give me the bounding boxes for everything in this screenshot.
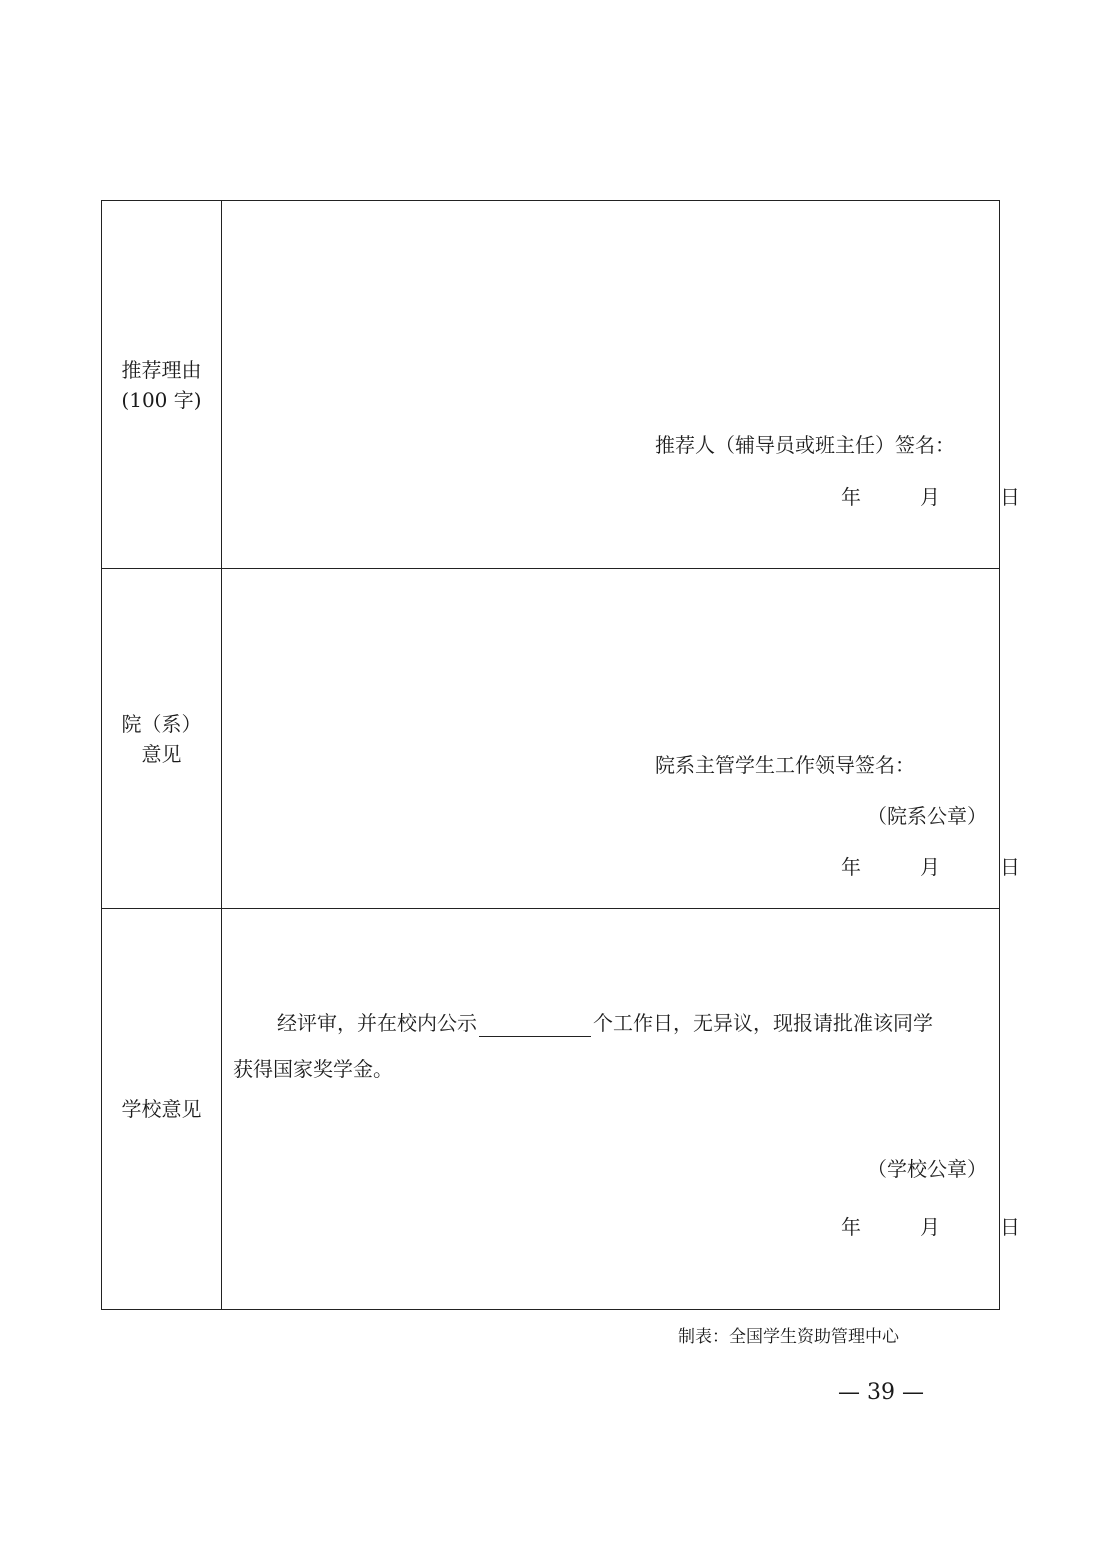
department-signature-label: 院系主管学生工作领导签名： bbox=[655, 753, 915, 777]
department-content-cell[interactable] bbox=[222, 569, 1020, 908]
publicity-days-blank[interactable] bbox=[479, 1014, 591, 1037]
department-opinion-label: 意见 bbox=[141, 741, 182, 766]
school-statement-line1 bbox=[277, 1009, 933, 1037]
department-date-month: 月 bbox=[920, 855, 940, 879]
school-date-year: 年 bbox=[841, 1215, 861, 1239]
recommendation-date-month: 月 bbox=[920, 485, 940, 509]
school-date-month: 月 bbox=[920, 1215, 940, 1239]
school-statement-line2: 获得国家奖学金。 bbox=[233, 1057, 393, 1081]
recommendation-row bbox=[102, 201, 1020, 568]
school-content-cell bbox=[222, 909, 1020, 1309]
school-date-day: 日 bbox=[1000, 1215, 1020, 1239]
recommendation-label: 推荐理由 bbox=[121, 357, 202, 382]
department-label-cell bbox=[102, 569, 222, 908]
school-label: 学校意见 bbox=[121, 1097, 202, 1121]
page-number: — 39 — bbox=[838, 1380, 924, 1405]
department-row bbox=[102, 568, 1020, 908]
school-label-cell bbox=[102, 909, 222, 1309]
recommendation-word-limit: (100 字) bbox=[121, 387, 202, 412]
department-date-year: 年 bbox=[841, 855, 861, 879]
school-statement-part1: 经评审，并在校内公示 bbox=[277, 1011, 477, 1035]
school-row bbox=[102, 908, 1020, 1309]
school-statement-part2: 个工作日，无异议，现报请批准该同学 bbox=[593, 1011, 933, 1035]
recommendation-date-day: 日 bbox=[1000, 485, 1020, 509]
department-date-day: 日 bbox=[1000, 855, 1020, 879]
recommender-signature-label: 推荐人（辅导员或班主任）签名： bbox=[655, 433, 955, 457]
recommendation-date-year: 年 bbox=[841, 485, 861, 509]
prepared-by-note: 制表：全国学生资助管理中心 bbox=[678, 1327, 899, 1347]
school-seal-label: （学校公章） bbox=[867, 1157, 987, 1181]
department-seal-label: （院系公章） bbox=[867, 804, 987, 828]
recommendation-content-cell[interactable] bbox=[222, 201, 1020, 568]
department-label: 院（系） bbox=[121, 711, 202, 736]
recommendation-label-cell bbox=[102, 201, 222, 568]
scholarship-form-table bbox=[101, 200, 1020, 1310]
